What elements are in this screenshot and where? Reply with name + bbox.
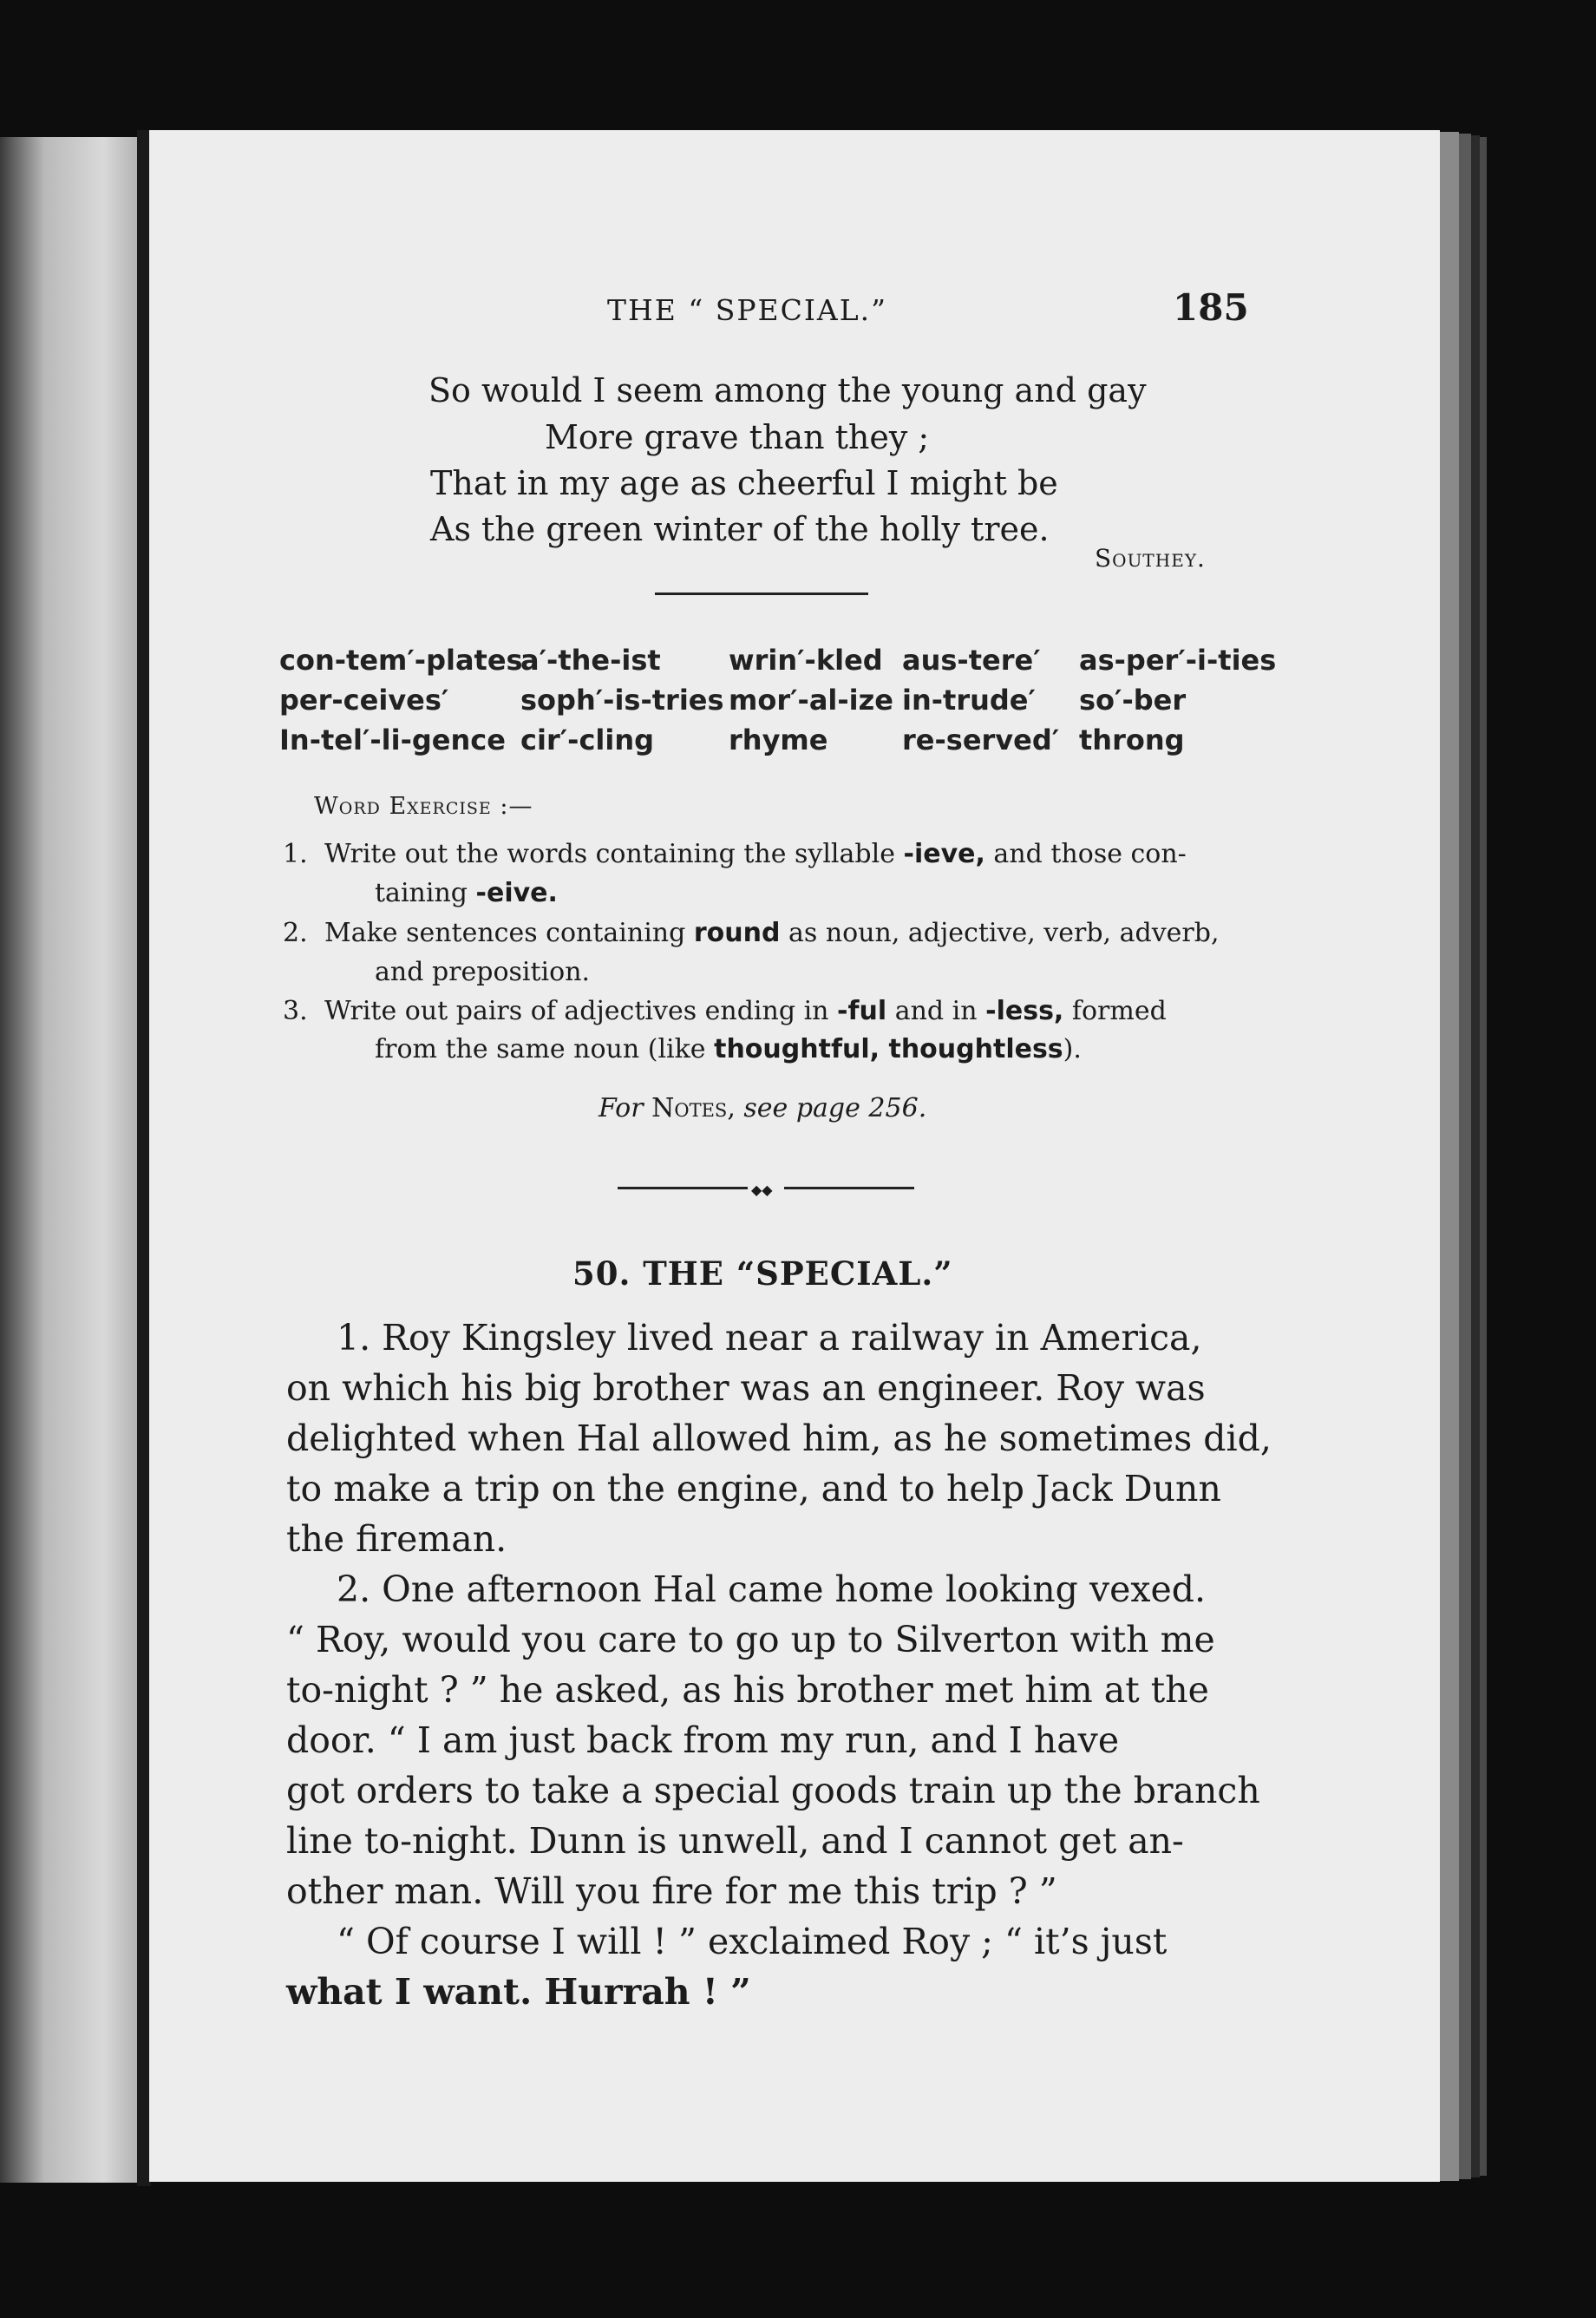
- ornamental-rule-right: [784, 1187, 914, 1189]
- vocab-word: wrin′-kled: [729, 644, 883, 677]
- body-line: “ Roy, would you care to go up to Silverton with me: [286, 1619, 1215, 1660]
- body-line: 2. One afternoon Hal came home looking vexed.: [337, 1568, 1207, 1610]
- section-title: 50. THE “SPECIAL.”: [572, 1254, 953, 1293]
- vocab-word: throng: [1079, 724, 1185, 756]
- exercise-heading: Word Exercise :—: [314, 793, 533, 820]
- vocab-word: rhyme: [729, 724, 828, 756]
- vocab-word: con-tem′-plates: [279, 644, 523, 677]
- section-rule: [655, 593, 868, 595]
- body-line: to-night ? ” he asked, as his brother met him at the: [286, 1669, 1209, 1711]
- ornament-diamond: ◆◆: [751, 1182, 773, 1198]
- page-stack-edge: [1480, 137, 1487, 2176]
- poem-line: More grave than they ;: [545, 418, 930, 456]
- body-line: the fireman.: [286, 1518, 507, 1560]
- body-line: what I want. Hurrah ! ”: [286, 1971, 751, 2013]
- page-number: 185: [1173, 286, 1249, 329]
- exercise-number: 3.: [283, 996, 308, 1026]
- body-line: other man. Will you fire for me this trip ? ”: [286, 1870, 1057, 1912]
- poem-line: So would I seem among the young and gay: [428, 371, 1147, 409]
- body-line: got orders to take a special goods train up the branch: [286, 1770, 1260, 1811]
- page-stack-edge: [1440, 132, 1459, 2181]
- body-line: 1. Roy Kingsley lived near a railway in America,: [337, 1317, 1202, 1359]
- exercise-item: Write out pairs of adjectives ending in -ful and in -less, formed: [324, 996, 1167, 1026]
- poem-line: As the green winter of the holly tree.: [430, 510, 1050, 548]
- vocab-word: aus-tere′: [902, 644, 1041, 677]
- running-title: THE “ SPECIAL.”: [607, 293, 888, 327]
- exercise-item-cont: taining -eive.: [375, 878, 558, 908]
- exercise-item-cont: and preposition.: [375, 957, 591, 987]
- notes-reference: For Notes, see page 256.: [598, 1093, 927, 1123]
- vocab-word: in-trude′: [902, 684, 1036, 717]
- page-stack-edge: [1459, 134, 1471, 2179]
- exercise-number: 1.: [283, 839, 308, 869]
- vocab-word: as-per′-i-ties: [1079, 644, 1277, 677]
- vocab-word: In-tel′-li-gence: [279, 724, 506, 756]
- page-stack-edge: [1471, 135, 1480, 2177]
- body-line: “ Of course I will ! ” exclaimed Roy ; “ it’s just: [337, 1921, 1168, 1962]
- body-line: line to-night. Dunn is unwell, and I cannot get an-: [286, 1820, 1184, 1862]
- vocab-word: per-ceives′: [279, 684, 449, 717]
- poem-author: Southey.: [1095, 544, 1206, 573]
- exercise-item-cont: from the same noun (like thoughtful, thoughtless).: [375, 1034, 1082, 1064]
- exercise-item: Make sentences containing round as noun, adjective, verb, adverb,: [324, 918, 1220, 948]
- ornamental-rule-left: [618, 1187, 748, 1189]
- vocab-word: re-served′: [902, 724, 1060, 756]
- exercise-number: 2.: [283, 918, 308, 948]
- vocab-word: so′-ber: [1079, 684, 1187, 717]
- body-line: on which his big brother was an engineer. Roy was: [286, 1367, 1206, 1409]
- vocab-word: mor′-al-ize: [729, 684, 893, 717]
- vocab-word: cir′-cling: [520, 724, 655, 756]
- body-line: to make a trip on the engine, and to help Jack Dunn: [286, 1468, 1221, 1509]
- body-line: delighted when Hal allowed him, as he sometimes did,: [286, 1418, 1272, 1459]
- facing-page-edge: [0, 137, 147, 2183]
- poem-line: That in my age as cheerful I might be: [430, 464, 1058, 502]
- body-line: door. “ I am just back from my run, and I have: [286, 1719, 1120, 1761]
- vocab-word: a′-the-ist: [520, 644, 661, 677]
- vocab-word: soph′-is-tries: [520, 684, 724, 717]
- exercise-item: Write out the words containing the syllable -ieve, and those con-: [324, 839, 1187, 869]
